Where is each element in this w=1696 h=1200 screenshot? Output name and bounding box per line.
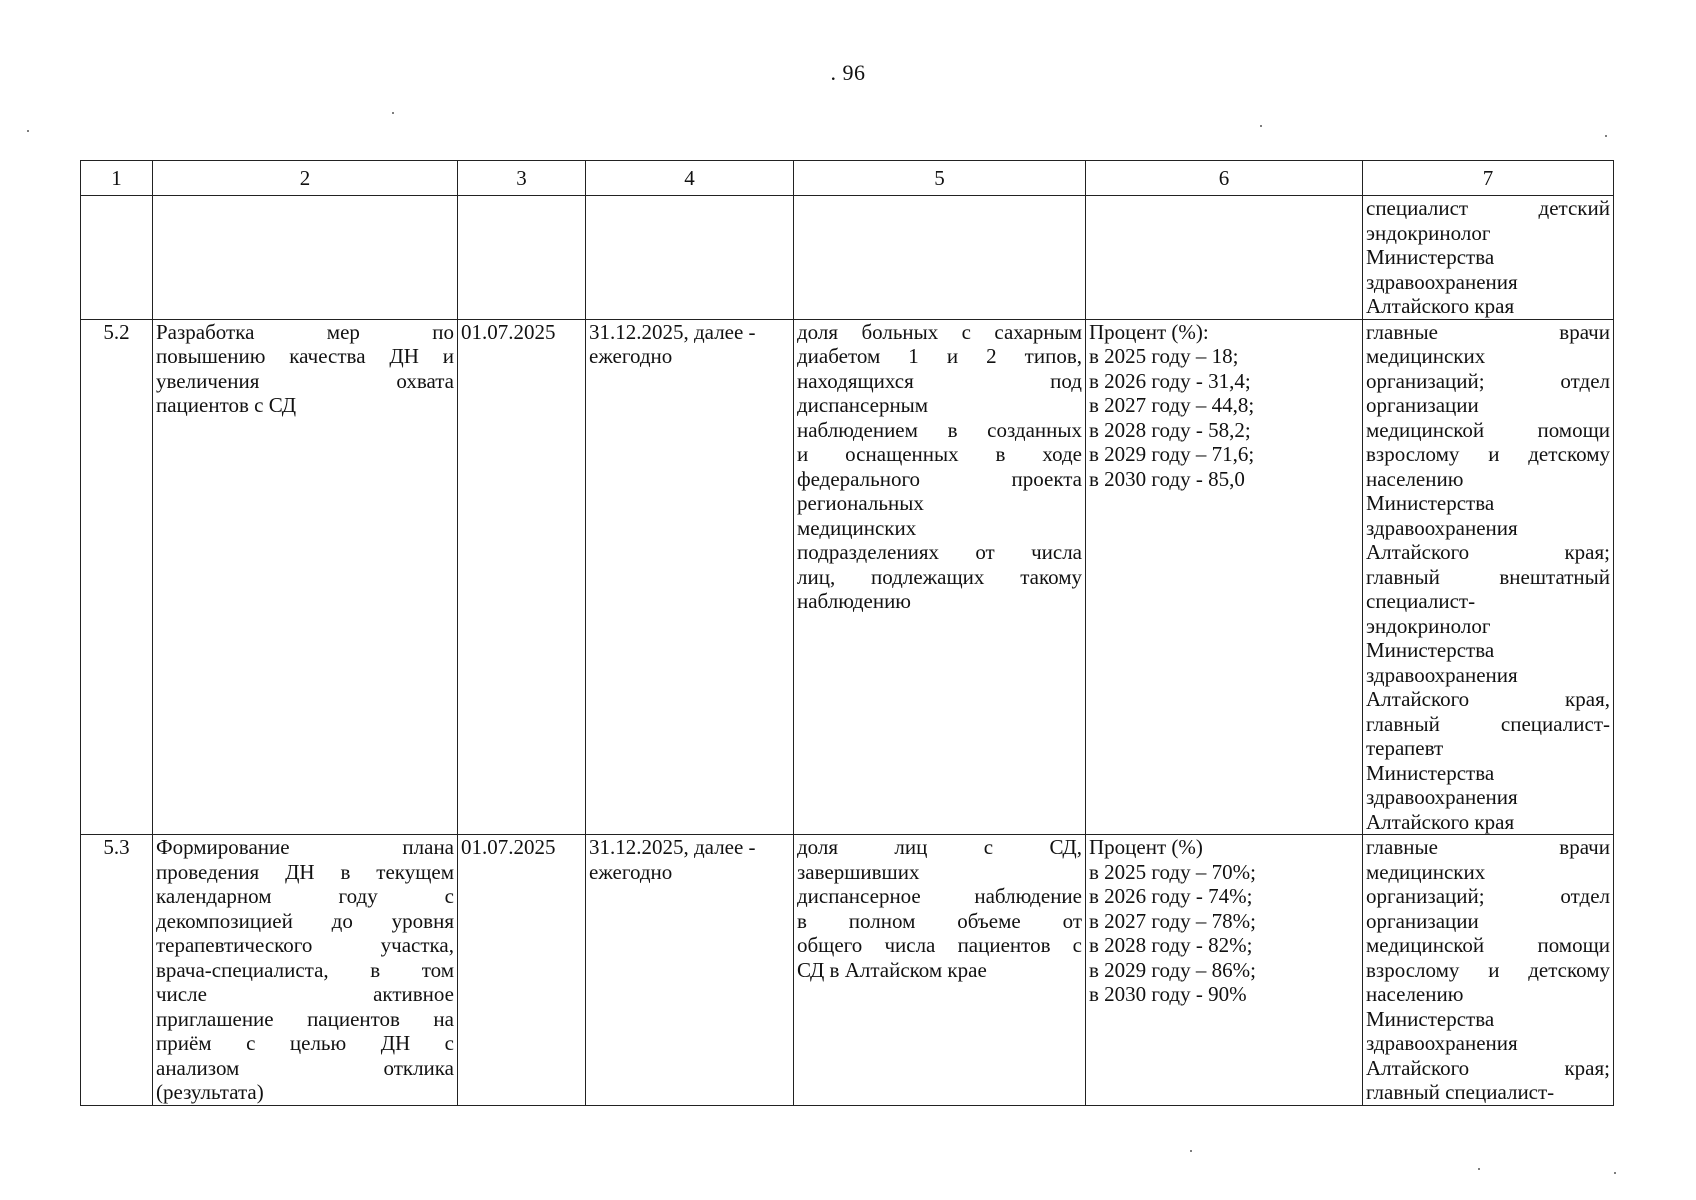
cell-line: общего числа пациентов с [797,933,1082,957]
scan-speck [1190,1150,1192,1152]
column-header: 7 [1363,161,1614,196]
cell-end [586,319,794,835]
cell-line: главные врачи [1366,835,1610,859]
cell-line: Министерства [1366,491,1495,515]
cell-indicator [794,196,1086,320]
cell-line: Разработка мер по [156,319,454,344]
cell-line: увеличения охвата [156,368,454,393]
cell-line: здравоохранения [1366,785,1518,809]
table-row-continuation [81,196,1614,320]
cell-line: Формирование плана [156,835,454,859]
cell-line: медицинских [1366,859,1486,884]
cell-line: в 2029 году – 86%; [1089,957,1256,982]
cell-activity [153,196,458,320]
cell-line: взрослому и детскому [1366,957,1610,982]
cell-start: 01.07.2025 [458,835,586,1106]
table-row [81,835,1614,1106]
cell-line: здравоохранения [1366,662,1518,687]
cell-line: медицинских [797,515,917,540]
cell-line: доля лиц с СД, [797,835,1082,859]
scan-speck [1260,125,1262,127]
cell-indicator [794,319,1086,835]
cell-line: организации [1366,908,1479,933]
header-row [81,161,1614,196]
cell-line: ежегодно [589,344,673,368]
cell-line: Алтайского края; [1366,1055,1610,1080]
cell-line: Процент (%) [1089,835,1203,859]
cell-num: 5.3 [81,835,153,1106]
cell-line: здравоохранения [1366,269,1518,294]
cell-line: Министерства [1366,638,1495,662]
cell-line: анализом отклика [156,1055,454,1080]
scan-speck [27,130,29,132]
cell-line: в 2029 году – 71,6; [1089,442,1255,466]
cell-line: главные врачи [1366,319,1610,344]
cell-line: пациентов с СД [156,393,297,417]
cell-line: терапевтического участка, [156,933,454,957]
cell-line: здравоохранения [1366,515,1518,540]
cell-line: приём с целью ДН с [156,1031,454,1055]
cell-line: главный специалист- [1366,711,1610,736]
cell-line: Процент (%): [1089,319,1209,344]
cell-indicator [794,835,1086,1106]
cell-num [81,196,153,320]
cell-line: в 2028 году - 58,2; [1089,417,1251,442]
cell-line: наблюдению [797,589,911,613]
cell-line: главный специалист- [1366,1080,1555,1104]
cell-line: главный внештатный [1366,564,1610,589]
cell-line: диабетом 1 и 2 типов, [797,344,1082,368]
cell-line: находящихся под [797,368,1082,393]
column-header: 1 [81,161,153,196]
cell-end [586,835,794,1106]
cell-line: медицинских [1366,344,1486,368]
cell-line: декомпозицией до уровня [156,908,454,933]
cell-activity [153,835,458,1106]
cell-line: в 2026 году - 74%; [1089,884,1253,908]
cell-line: подразделениях от числа [797,540,1082,564]
cell-line: в 2028 году - 82%; [1089,933,1253,957]
cell-target [1086,835,1363,1106]
cell-responsible [1363,835,1614,1106]
cell-target [1086,319,1363,835]
cell-num: 5.2 [81,319,153,835]
column-header: 3 [458,161,586,196]
cell-line: в полном объеме от [797,908,1082,933]
cell-line: медицинской помощи [1366,417,1610,442]
column-header: 6 [1086,161,1363,196]
scan-speck [1478,1168,1480,1170]
cell-line: специалист детский [1366,196,1610,220]
page-number: . 96 [830,60,866,85]
cell-line: доля больных с сахарным [797,319,1082,344]
cell-line: лиц, подлежащих такому [797,564,1082,589]
cell-line: числе активное [156,982,454,1006]
cell-line: организаций; отдел [1366,884,1610,908]
column-header: 5 [794,161,1086,196]
scan-speck [1605,135,1607,137]
cell-line: эндокринолог [1366,613,1491,638]
cell-line: организации [1366,393,1479,417]
cell-line: и оснащенных в ходе [797,442,1082,466]
cell-line: приглашение пациентов на [156,1006,454,1031]
cell-line: населению [1366,466,1464,491]
cell-line: в 2030 году - 90% [1089,982,1247,1006]
cell-line: СД в Алтайском крае [797,957,987,982]
cell-line: в 2025 году – 18; [1089,344,1239,368]
cell-line: населению [1366,982,1464,1006]
cell-line: Алтайского края, [1366,687,1610,711]
cell-line: специалист- [1366,589,1476,613]
cell-line: Министерства [1366,760,1495,785]
cell-line: в 2027 году – 78%; [1089,908,1256,933]
column-header: 2 [153,161,458,196]
cell-line: Министерства [1366,245,1495,269]
cell-line: (результата) [156,1080,264,1104]
cell-line: повышению качества ДН и [156,344,454,368]
cell-line: ежегодно [589,859,673,884]
cell-line: 31.12.2025, далее - [589,319,756,344]
scan-speck [1614,1172,1616,1174]
cell-line: эндокринолог [1366,220,1491,245]
cell-responsible [1363,196,1614,320]
cell-activity [153,319,458,835]
cell-line: терапевт [1366,736,1444,760]
cell-line: в 2026 году - 31,4; [1089,368,1251,393]
cell-start [458,196,586,320]
cell-line: Алтайского края [1366,294,1515,318]
cell-line: Алтайского края; [1366,540,1610,564]
cell-end [586,196,794,320]
cell-line: в 2027 году – 44,8; [1089,393,1255,417]
cell-line: врача-специалиста, в том [156,957,454,982]
cell-line: региональных [797,491,924,515]
column-header: 4 [586,161,794,196]
cell-line: диспансерным [797,393,929,417]
cell-line: завершивших [797,859,920,884]
cell-target [1086,196,1363,320]
cell-line: наблюдением в созданных [797,417,1082,442]
table-row [81,319,1614,835]
cell-line: федерального проекта [797,466,1082,491]
cell-line: календарном году с [156,884,454,908]
cell-line: взрослому и детскому [1366,442,1610,466]
cell-line: организаций; отдел [1366,368,1610,393]
cell-line: в 2025 году – 70%; [1089,859,1256,884]
measures-table [80,160,1614,1106]
cell-line: диспансерное наблюдение [797,884,1082,908]
cell-line: проведения ДН в текущем [156,859,454,884]
cell-line: здравоохранения [1366,1031,1518,1055]
cell-line: в 2030 году - 85,0 [1089,466,1245,491]
cell-line: медицинской помощи [1366,933,1610,957]
cell-start: 01.07.2025 [458,319,586,835]
cell-line: Министерства [1366,1006,1495,1031]
cell-line: Алтайского края [1366,809,1515,834]
cell-line: 31.12.2025, далее - [589,835,756,859]
scan-speck [392,112,394,114]
cell-responsible [1363,319,1614,835]
